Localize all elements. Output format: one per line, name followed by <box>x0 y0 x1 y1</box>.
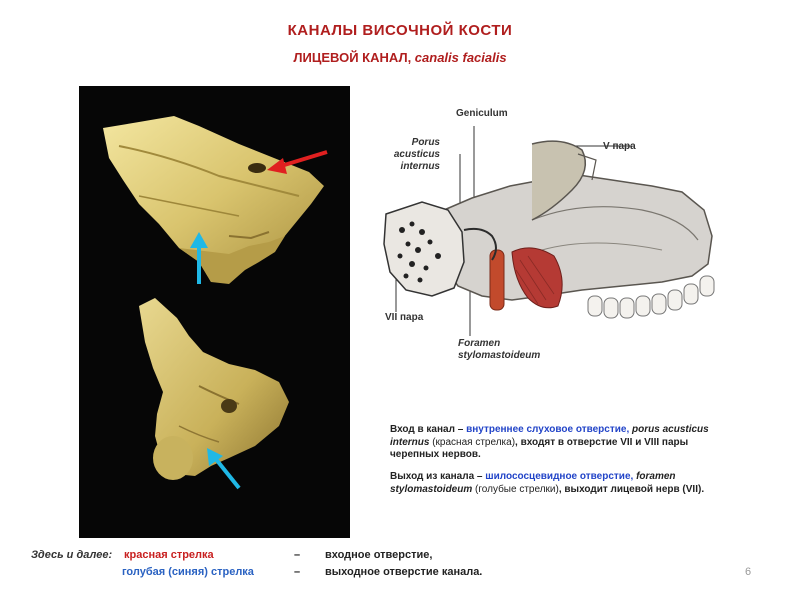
label-vii-para: VII пара <box>385 312 424 323</box>
label-porus-acusticus: Porus acusticus internus <box>393 137 440 172</box>
subtitle-ru: ЛИЦЕВОЙ КАНАЛ, <box>293 50 415 65</box>
legend-blue-arrow: голубая (синяя) стрелка <box>122 566 254 578</box>
page-number: 6 <box>745 566 752 578</box>
label-geniculum: Geniculum <box>456 108 508 119</box>
legend-dash-1: – <box>294 549 301 561</box>
label-foramen-stylomastoideum: Foramen stylomastoideum <box>458 338 541 361</box>
temporal-bone-photos <box>79 86 350 538</box>
legend-red-arrow: красная стрелка <box>124 549 214 561</box>
legend-exit-text: выходное отверстие канала. <box>325 566 483 578</box>
label-v-para: V пара <box>603 141 636 152</box>
slide-subtitle <box>0 50 800 65</box>
legend-dash-2: – <box>294 566 301 578</box>
slide-title: КАНАЛЫ ВИСОЧНОЙ КОСТИ <box>287 22 513 39</box>
legend-prefix: Здесь и далее: <box>31 549 113 561</box>
description-entry: Вход в канал – внутреннее слуховое отверстие, porus acusticus internus (красная стрелка), входят в отверстие VII и VIII пары черепных нервов. <box>390 424 709 460</box>
bone-photo-panel <box>79 86 350 538</box>
legend-entry-text: входное отверстие, <box>325 549 433 561</box>
skull-base <box>438 174 712 300</box>
description-exit: Выход из канала – шилососцевидное отверстие, foramen stylomastoideum (голубые стрелки), выходит лицевой нерв (VII). <box>390 471 705 495</box>
upper-bone-specimen <box>103 116 324 284</box>
subtitle-latin: canalis facialis <box>414 50 507 65</box>
